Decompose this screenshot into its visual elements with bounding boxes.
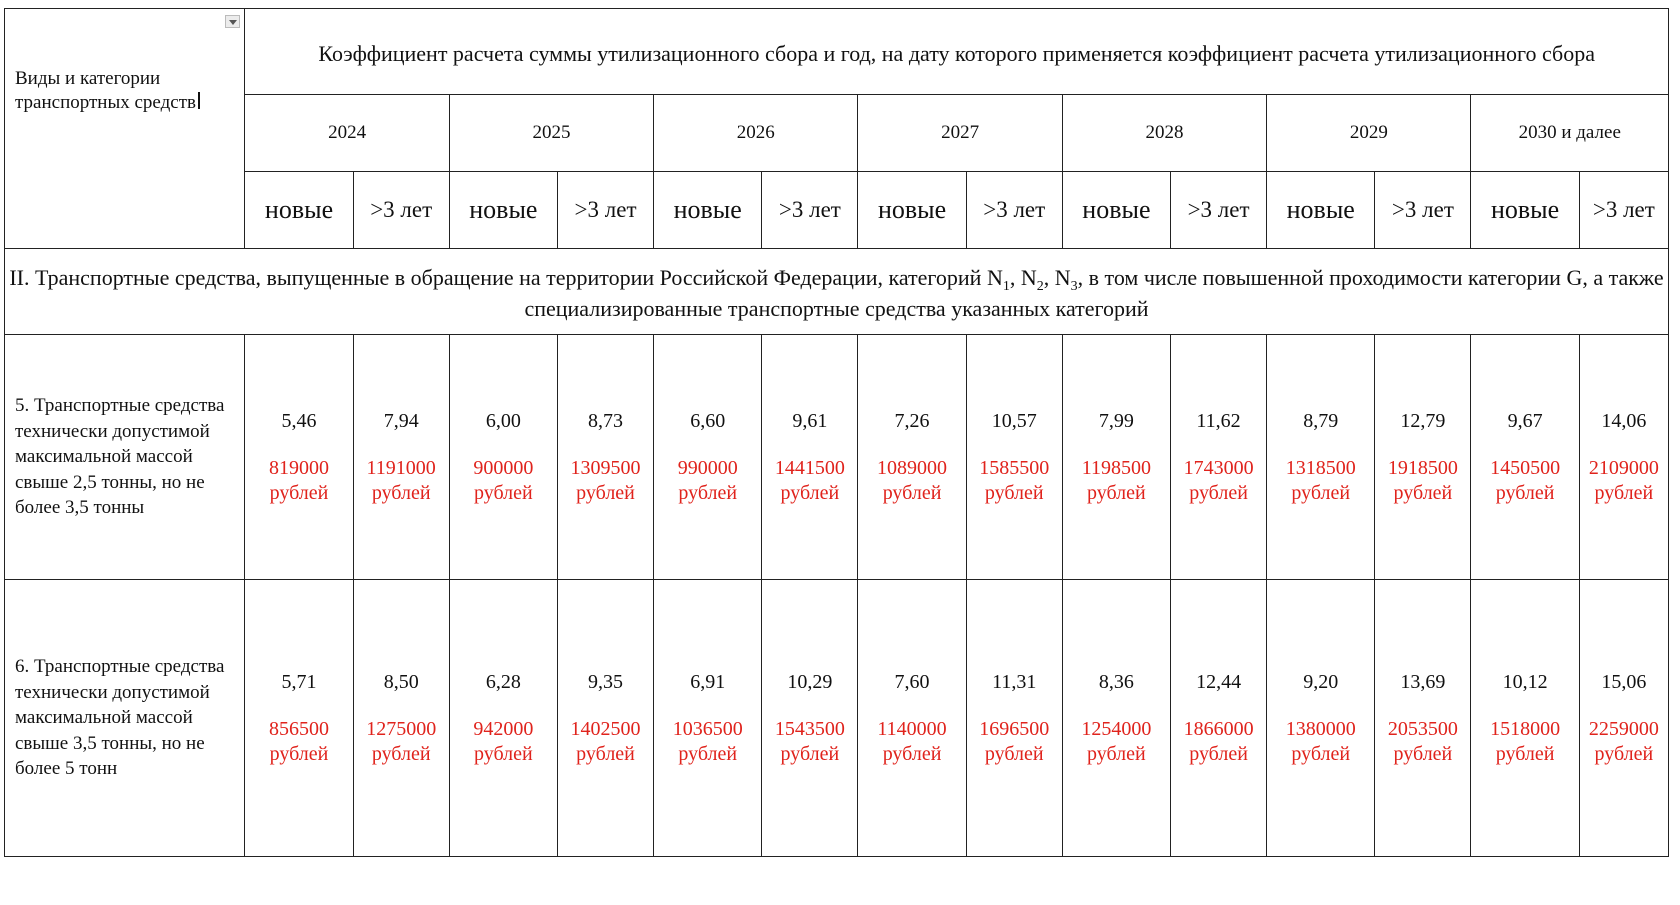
coefficient-value: 9,67 xyxy=(1507,410,1543,432)
data-cell xyxy=(966,580,1062,857)
table-row xyxy=(5,335,1669,580)
data-cell xyxy=(1170,580,1266,857)
filter-dropdown-icon[interactable] xyxy=(225,15,240,28)
coefficient-value: 6,00 xyxy=(485,410,521,432)
section-sub-n2: 2 xyxy=(1036,278,1044,294)
coefficient-value: 15,06 xyxy=(1601,671,1647,693)
section-heading: II. Транспортные средства, выпущенные в обращение на территории Российской Федерации, категорий $N_1$, $N_2$, $N_3$, в том числе повышенной проходимости категории G, а также специализированные транспортные средства указанных категорий xyxy=(5,249,1669,335)
year-header: 2029 xyxy=(1267,95,1471,172)
fee-amount: 1254000 рублей xyxy=(1081,718,1152,765)
fee-amount: 1441500 рублей xyxy=(774,457,845,504)
coefficient-value: 12,79 xyxy=(1400,410,1446,432)
data-cell xyxy=(858,580,966,857)
fee-amount: 1518000 рублей xyxy=(1490,718,1561,765)
corner-header-cell[interactable] xyxy=(5,9,245,249)
fee-amount: 1696500 рублей xyxy=(979,718,1050,765)
row-label: 5. Транспортные средства технически допустимой максимальной массой свыше 2,5 тонны, но не более 3,5 тонны xyxy=(5,335,245,580)
subheader-row xyxy=(5,172,1669,249)
data-cell xyxy=(1375,335,1471,580)
subheader-old: >3 лет xyxy=(966,172,1062,249)
fee-amount: 1089000 рублей xyxy=(877,457,948,504)
subheader-new: новые xyxy=(1471,172,1579,249)
coefficient-value: 6,28 xyxy=(485,671,521,693)
data-cell xyxy=(762,335,858,580)
section-sub-n1: 1 xyxy=(1002,278,1010,294)
fee-amount: 942000 рублей xyxy=(473,718,534,765)
fee-amount: 900000 рублей xyxy=(473,457,534,504)
data-cell xyxy=(1579,335,1668,580)
coefficient-value: 9,61 xyxy=(792,410,828,432)
data-cell xyxy=(449,580,557,857)
section-suffix: , в том числе повышенной проходимости категории G, а также специализированные транспортные средства указанных категорий xyxy=(524,264,1664,321)
year-header: 2026 xyxy=(654,95,858,172)
year-header: 2028 xyxy=(1062,95,1266,172)
data-cell xyxy=(654,335,762,580)
coefficient-value: 7,99 xyxy=(1098,410,1134,432)
section-prefix: II. Транспортные средства, выпущенные в обращение на территории Российской Федерации, категорий N xyxy=(9,264,1003,290)
coefficient-value: 7,94 xyxy=(383,410,419,432)
fee-amount: 1309500 рублей xyxy=(570,457,641,504)
coefficient-value: 14,06 xyxy=(1601,410,1647,432)
fee-amount: 1198500 рублей xyxy=(1081,457,1152,504)
table-row xyxy=(5,580,1669,857)
title-row xyxy=(5,9,1669,95)
coefficient-value: 8,79 xyxy=(1303,410,1339,432)
coefficient-value: 8,36 xyxy=(1098,671,1134,693)
coefficient-value: 6,60 xyxy=(690,410,726,432)
coefficient-value: 11,62 xyxy=(1196,410,1241,432)
coefficient-value: 8,50 xyxy=(383,671,419,693)
subheader-new: новые xyxy=(1062,172,1170,249)
data-cell xyxy=(762,580,858,857)
subheader-old: >3 лет xyxy=(557,172,653,249)
coefficient-value: 10,29 xyxy=(787,671,833,693)
subheader-old: >3 лет xyxy=(1579,172,1668,249)
data-cell xyxy=(449,335,557,580)
coefficient-value: 9,20 xyxy=(1303,671,1339,693)
data-cell xyxy=(353,580,449,857)
subheader-old: >3 лет xyxy=(1375,172,1471,249)
coefficient-value: 7,26 xyxy=(894,410,930,432)
subheader-old: >3 лет xyxy=(762,172,858,249)
fee-amount: 819000 рублей xyxy=(269,457,330,504)
coefficient-value: 5,46 xyxy=(281,410,317,432)
data-cell xyxy=(1267,580,1375,857)
fee-amount: 1743000 рублей xyxy=(1183,457,1254,504)
fee-amount: 856500 рублей xyxy=(269,718,330,765)
fee-amount: 1275000 рублей xyxy=(366,718,437,765)
coefficient-value: 10,57 xyxy=(991,410,1037,432)
coefficient-value: 11,31 xyxy=(992,671,1037,693)
fee-amount: 2053500 рублей xyxy=(1387,718,1458,765)
data-cell xyxy=(245,335,353,580)
data-cell xyxy=(654,580,762,857)
year-header: 2030 и далее xyxy=(1471,95,1669,172)
fee-amount: 1918500 рублей xyxy=(1387,457,1458,504)
data-cell xyxy=(557,580,653,857)
year-header: 2025 xyxy=(449,95,653,172)
fee-amount: 1450500 рублей xyxy=(1490,457,1561,504)
year-header: 2024 xyxy=(245,95,449,172)
subheader-old: >3 лет xyxy=(1170,172,1266,249)
data-cell xyxy=(245,580,353,857)
corner-header-label: Виды и категории транспортных средств xyxy=(15,68,196,113)
data-cell xyxy=(1062,335,1170,580)
data-cell xyxy=(1267,335,1375,580)
data-cell xyxy=(353,335,449,580)
section-row xyxy=(5,249,1669,335)
fee-amount: 1380000 рублей xyxy=(1285,718,1356,765)
fee-amount: 1036500 рублей xyxy=(672,718,743,765)
row-label: 6. Транспортные средства технически допустимой максимальной массой свыше 3,5 тонны, но не более 5 тонн xyxy=(5,580,245,857)
coefficient-value: 8,73 xyxy=(588,410,624,432)
data-cell xyxy=(1375,580,1471,857)
subheader-old: >3 лет xyxy=(353,172,449,249)
utilization-fee-table xyxy=(4,8,1669,857)
subheader-new: новые xyxy=(1267,172,1375,249)
coefficient-value: 9,35 xyxy=(588,671,624,693)
section-sub-n3: 3 xyxy=(1070,278,1078,294)
subheader-new: новые xyxy=(449,172,557,249)
fee-amount: 2259000 рублей xyxy=(1588,718,1659,765)
data-cell xyxy=(557,335,653,580)
fee-amount: 1191000 рублей xyxy=(366,457,436,504)
text-cursor xyxy=(198,92,200,109)
coefficient-value: 6,91 xyxy=(690,671,726,693)
subheader-new: новые xyxy=(245,172,353,249)
fee-amount: 1318500 рублей xyxy=(1285,457,1356,504)
year-header: 2027 xyxy=(858,95,1062,172)
data-cell xyxy=(966,335,1062,580)
coefficient-value: 13,69 xyxy=(1400,671,1446,693)
fee-amount: 1585500 рублей xyxy=(979,457,1050,504)
data-cell xyxy=(858,335,966,580)
fee-amount: 1543500 рублей xyxy=(774,718,845,765)
fee-amount: 2109000 рублей xyxy=(1588,457,1659,504)
data-cell xyxy=(1471,335,1579,580)
coefficient-value: 5,71 xyxy=(281,671,317,693)
data-cell xyxy=(1471,580,1579,857)
data-cell xyxy=(1579,580,1668,857)
fee-amount: 990000 рублей xyxy=(677,457,738,504)
subheader-new: новые xyxy=(858,172,966,249)
subheader-new: новые xyxy=(654,172,762,249)
data-cell xyxy=(1062,580,1170,857)
coefficient-value: 10,12 xyxy=(1502,671,1548,693)
fee-amount: 1866000 рублей xyxy=(1183,718,1254,765)
coefficient-value: 7,60 xyxy=(894,671,930,693)
data-cell xyxy=(1170,335,1266,580)
coefficient-value: 12,44 xyxy=(1196,671,1242,693)
year-row xyxy=(5,95,1669,172)
table-title: Коэффициент расчета суммы утилизационного сбора и год, на дату которого применяется коэффициент расчета утилизационного сбора xyxy=(245,9,1669,95)
fee-amount: 1402500 рублей xyxy=(570,718,641,765)
fee-amount: 1140000 рублей xyxy=(877,718,947,765)
